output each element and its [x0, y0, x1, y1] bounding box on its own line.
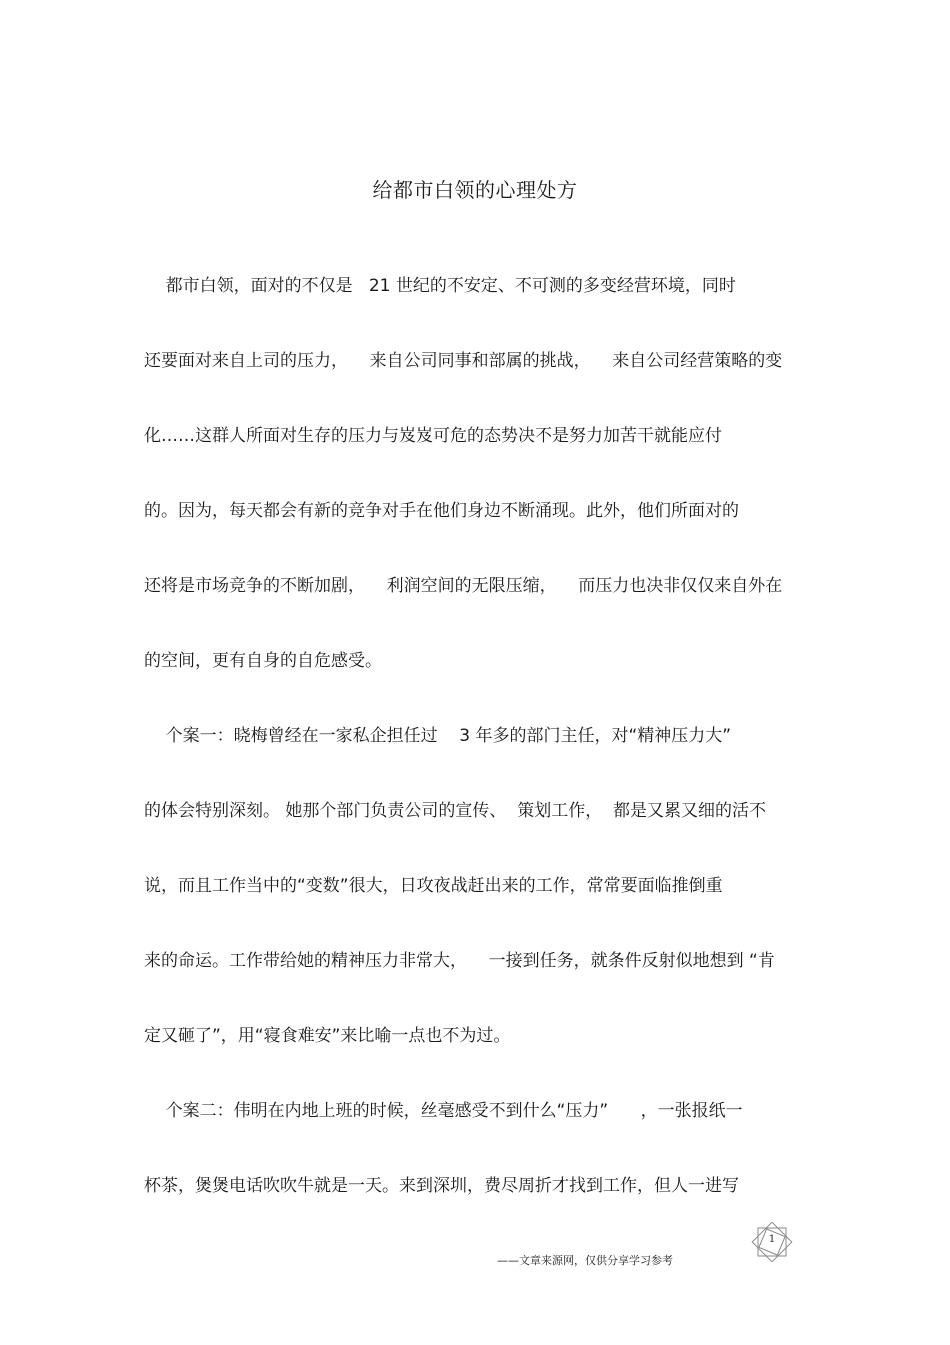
page-number: 1 [768, 1234, 776, 1245]
body-line: 的空间，更有自身的自危感受。 [144, 651, 382, 671]
body-line: 来的命运。工作带给她的精神压力非常大， 一接到任务，就条件反射似地想到 “肯 [144, 951, 775, 971]
body-line: 说，而且工作当中的“变数”很大，日攻夜战赶出来的工作，常常要面临推倒重 [144, 876, 723, 896]
body-line: 的。因为，每天都会有新的竞争对手在他们身边不断涌现。此外，他们所面对的 [144, 501, 739, 521]
body-line: 杯茶，煲煲电话吹吹牛就是一天。来到深圳，费尽周折才找到工作，但人一进写 [144, 1176, 739, 1196]
body-line: 都市白领，面对的不仅是 21 世纪的不安定、不可测的多变经营环境，同时 [144, 276, 736, 296]
body-line: 定又砸了”，用“寝食难安”来比喻一点也不为过。 [144, 1026, 511, 1046]
body-line: 化……这群人所面对生存的压力与岌岌可危的态势决不是努力加苦干就能应付 [144, 426, 722, 446]
body-line: 的体会特别深刻。 她那个部门负责公司的宣传、 策划工作， 都是又累又细的活不 [144, 801, 767, 821]
footer-note: ——文章来源网，仅供分享学习参考 [497, 1254, 673, 1267]
body-line: 还要面对来自上司的压力， 来自公司同事和部属的挑战， 来自公司经营策略的变 [144, 351, 783, 371]
body-line: 还将是市场竞争的不断加剧， 利润空间的无限压缩， 而压力也决非仅仅来自外在 [144, 576, 783, 596]
body-line: 个案二：伟明在内地上班的时候，丝毫感受不到什么“压力” ，一张报纸一 [144, 1101, 743, 1121]
document-title: 给都市白领的心理处方 [372, 178, 578, 202]
body-line: 个案一：晓梅曾经在一家私企担任过 3 年多的部门主任，对“精神压力大” [144, 726, 732, 746]
